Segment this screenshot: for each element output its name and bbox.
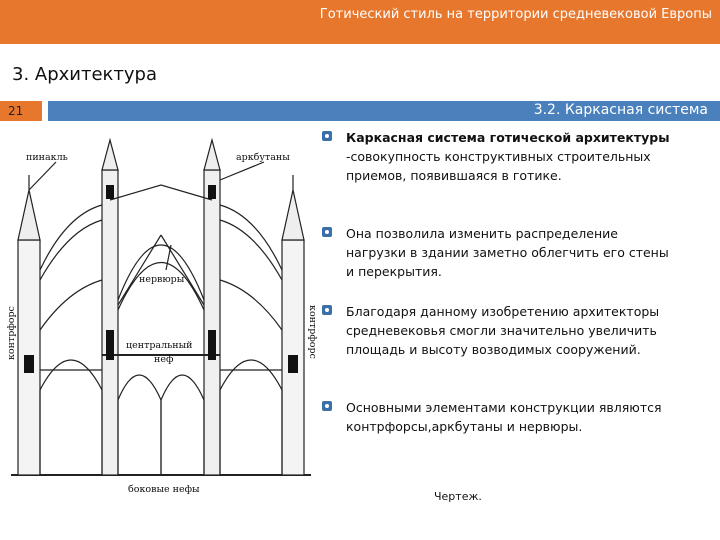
- bullet-text: [346, 128, 676, 185]
- label-central-nave-2: неф: [154, 354, 174, 365]
- label-flying-buttress: аркбутаны: [236, 152, 290, 163]
- subsection-title: 3.2. Каркасная система: [533, 102, 708, 118]
- subsection-bar: [48, 101, 720, 121]
- bullet-text: Основными элементами конструкции являются контрфорсы,аркбутаны и нервюры.: [346, 400, 662, 434]
- bullet-square-icon: [322, 131, 332, 141]
- figure-caption: Чертеж.: [434, 490, 482, 503]
- bullet-text: Благодаря данному изобретению архитекторы средневековья смогли значительно увеличить площадь и высоту возводимых сооружений.: [346, 304, 660, 357]
- label-central-nave: центральный: [126, 340, 193, 351]
- bullet-body: -совокупность конструктивных строительных приемов, появившаяся в готике.: [346, 149, 651, 183]
- slide-number: 21: [0, 101, 42, 121]
- cathedral-section-drawing: [6, 130, 316, 500]
- presentation-title: Готический стиль на территории средневековой Европы: [319, 7, 712, 22]
- bullet-text: Она позволила изменить распределение нагрузки в здании заметно облегчить его стены и перекрытия.: [346, 226, 669, 279]
- label-buttress-left: контрфорс: [6, 306, 17, 360]
- bullet-square-icon: [322, 305, 332, 315]
- label-buttress-right: контрфорс: [307, 305, 318, 359]
- label-ribs: нервюры: [139, 274, 185, 285]
- section-title: 3. Архитектура: [12, 64, 158, 85]
- label-side-naves: боковые нефы: [128, 484, 200, 495]
- bullet-square-icon: [322, 401, 332, 411]
- header-bar: [0, 0, 720, 44]
- bullet-bold-term: Каркасная система готической архитектуры: [346, 130, 670, 145]
- label-pinnacle: пинакль: [26, 152, 68, 163]
- bullet-square-icon: [322, 227, 332, 237]
